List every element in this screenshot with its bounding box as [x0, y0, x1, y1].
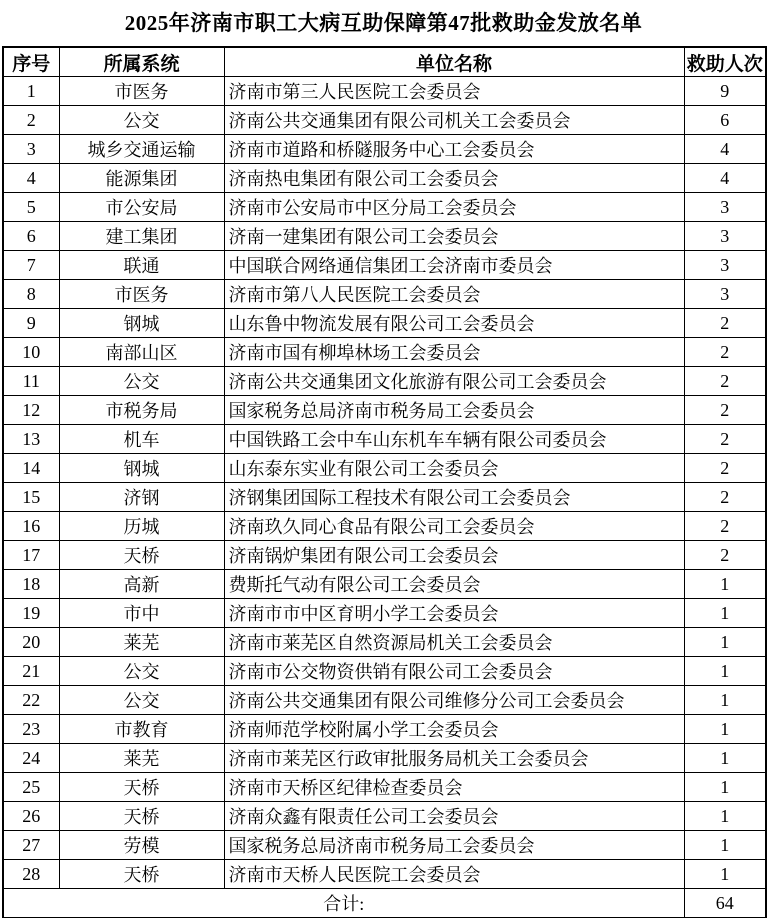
system-name: 市医务 — [59, 280, 224, 309]
unit-name: 济南市市中区育明小学工会委员会 — [224, 599, 684, 628]
row-index: 17 — [3, 541, 59, 570]
table-row — [3, 106, 766, 135]
aid-count: 2 — [684, 338, 766, 367]
table-row — [3, 77, 766, 106]
aid-count: 2 — [684, 541, 766, 570]
system-name: 市公安局 — [59, 193, 224, 222]
page-title: 2025年济南市职工大病互助保障第47批救助金发放名单 — [124, 11, 643, 35]
aid-count: 1 — [684, 773, 766, 802]
unit-name: 济南市道路和桥隧服务中心工会委员会 — [224, 135, 684, 164]
aid-count: 2 — [684, 512, 766, 541]
system-name: 城乡交通运输 — [59, 135, 224, 164]
total-label: 合计: — [3, 889, 684, 918]
aid-count: 1 — [684, 802, 766, 831]
aid-count: 2 — [684, 454, 766, 483]
table-row — [3, 483, 766, 512]
system-name: 劳模 — [59, 831, 224, 860]
aid-count: 2 — [684, 396, 766, 425]
aid-count: 1 — [684, 686, 766, 715]
table-row — [3, 338, 766, 367]
system-name: 天桥 — [59, 773, 224, 802]
unit-name: 济南一建集团有限公司工会委员会 — [224, 222, 684, 251]
aid-count: 3 — [684, 251, 766, 280]
unit-name: 费斯托气动有限公司工会委员会 — [224, 570, 684, 599]
total-value: 64 — [684, 889, 766, 918]
table-row — [3, 599, 766, 628]
row-index: 19 — [3, 599, 59, 628]
system-name: 南部山区 — [59, 338, 224, 367]
unit-name: 山东泰东实业有限公司工会委员会 — [224, 454, 684, 483]
system-name: 钢城 — [59, 309, 224, 338]
unit-name: 济南市天桥区纪律检查委员会 — [224, 773, 684, 802]
system-name: 市税务局 — [59, 396, 224, 425]
system-name: 建工集团 — [59, 222, 224, 251]
table-row — [3, 802, 766, 831]
system-name: 市中 — [59, 599, 224, 628]
aid-count: 6 — [684, 106, 766, 135]
row-index: 14 — [3, 454, 59, 483]
aid-count: 2 — [684, 367, 766, 396]
row-index: 26 — [3, 802, 59, 831]
system-name: 市医务 — [59, 77, 224, 106]
row-index: 13 — [3, 425, 59, 454]
row-index: 8 — [3, 280, 59, 309]
row-index: 18 — [3, 570, 59, 599]
aid-count: 2 — [684, 309, 766, 338]
row-index: 11 — [3, 367, 59, 396]
system-name: 机车 — [59, 425, 224, 454]
table-row — [3, 860, 766, 889]
unit-name: 济南玖久同心食品有限公司工会委员会 — [224, 512, 684, 541]
system-name: 天桥 — [59, 860, 224, 889]
unit-name: 济南公共交通集团有限公司机关工会委员会 — [224, 106, 684, 135]
row-index: 23 — [3, 715, 59, 744]
row-index: 15 — [3, 483, 59, 512]
system-name: 公交 — [59, 106, 224, 135]
unit-name: 济南市公交物资供销有限公司工会委员会 — [224, 657, 684, 686]
table-row — [3, 396, 766, 425]
aid-count: 2 — [684, 483, 766, 512]
table-row — [3, 164, 766, 193]
table-row — [3, 425, 766, 454]
unit-name: 国家税务总局济南市税务局工会委员会 — [224, 396, 684, 425]
row-index: 4 — [3, 164, 59, 193]
unit-name: 济南市公安局市中区分局工会委员会 — [224, 193, 684, 222]
row-index: 21 — [3, 657, 59, 686]
aid-count: 4 — [684, 164, 766, 193]
total-row — [3, 889, 766, 918]
row-index: 16 — [3, 512, 59, 541]
table-row — [3, 628, 766, 657]
table-row — [3, 367, 766, 396]
unit-name: 济南公共交通集团有限公司维修分公司工会委员会 — [224, 686, 684, 715]
unit-name: 济钢集团国际工程技术有限公司工会委员会 — [224, 483, 684, 512]
table-row — [3, 512, 766, 541]
aid-distribution-table — [2, 46, 767, 918]
aid-count: 2 — [684, 425, 766, 454]
row-index: 27 — [3, 831, 59, 860]
unit-name: 济南热电集团有限公司工会委员会 — [224, 164, 684, 193]
row-index: 10 — [3, 338, 59, 367]
row-index: 25 — [3, 773, 59, 802]
table-row — [3, 193, 766, 222]
table-row — [3, 454, 766, 483]
row-index: 9 — [3, 309, 59, 338]
unit-name: 济南市第三人民医院工会委员会 — [224, 77, 684, 106]
aid-count: 3 — [684, 280, 766, 309]
aid-count: 1 — [684, 831, 766, 860]
table-row — [3, 715, 766, 744]
unit-name: 济南市天桥人民医院工会委员会 — [224, 860, 684, 889]
unit-name: 济南市莱芜区自然资源局机关工会委员会 — [224, 628, 684, 657]
table-row — [3, 541, 766, 570]
aid-count: 1 — [684, 628, 766, 657]
table-row — [3, 773, 766, 802]
table-row — [3, 686, 766, 715]
table-row — [3, 251, 766, 280]
row-index: 22 — [3, 686, 59, 715]
table-row — [3, 222, 766, 251]
unit-name: 济南师范学校附属小学工会委员会 — [224, 715, 684, 744]
unit-name: 济南市莱芜区行政审批服务局机关工会委员会 — [224, 744, 684, 773]
system-name: 公交 — [59, 686, 224, 715]
aid-count: 1 — [684, 657, 766, 686]
row-index: 6 — [3, 222, 59, 251]
row-index: 5 — [3, 193, 59, 222]
aid-count: 1 — [684, 744, 766, 773]
table-row — [3, 831, 766, 860]
unit-name: 济南公共交通集团文化旅游有限公司工会委员会 — [224, 367, 684, 396]
unit-name: 济南市第八人民医院工会委员会 — [224, 280, 684, 309]
col-header-system: 所属系统 — [59, 47, 224, 77]
unit-name: 济南市国有柳埠林场工会委员会 — [224, 338, 684, 367]
aid-count: 3 — [684, 222, 766, 251]
col-header-aid-count: 救助人次 — [684, 47, 766, 77]
unit-name: 山东鲁中物流发展有限公司工会委员会 — [224, 309, 684, 338]
system-name: 能源集团 — [59, 164, 224, 193]
row-index: 24 — [3, 744, 59, 773]
row-index: 12 — [3, 396, 59, 425]
unit-name: 国家税务总局济南市税务局工会委员会 — [224, 831, 684, 860]
system-name: 济钢 — [59, 483, 224, 512]
row-index: 2 — [3, 106, 59, 135]
unit-name: 中国联合网络通信集团工会济南市委员会 — [224, 251, 684, 280]
aid-count: 1 — [684, 599, 766, 628]
system-name: 高新 — [59, 570, 224, 599]
system-name: 联通 — [59, 251, 224, 280]
row-index: 3 — [3, 135, 59, 164]
system-name: 钢城 — [59, 454, 224, 483]
table-row — [3, 280, 766, 309]
system-name: 公交 — [59, 367, 224, 396]
aid-count: 9 — [684, 77, 766, 106]
table-body — [3, 77, 766, 889]
aid-count: 4 — [684, 135, 766, 164]
aid-count: 1 — [684, 715, 766, 744]
system-name: 公交 — [59, 657, 224, 686]
aid-count: 1 — [684, 570, 766, 599]
table-row — [3, 657, 766, 686]
aid-count: 1 — [684, 860, 766, 889]
col-header-serial-number: 序号 — [3, 47, 59, 77]
table-row — [3, 135, 766, 164]
system-name: 市教育 — [59, 715, 224, 744]
table-row — [3, 309, 766, 338]
aid-count: 3 — [684, 193, 766, 222]
system-name: 莱芜 — [59, 744, 224, 773]
system-name: 莱芜 — [59, 628, 224, 657]
row-index: 7 — [3, 251, 59, 280]
row-index: 28 — [3, 860, 59, 889]
unit-name: 中国铁路工会中车山东机车车辆有限公司委员会 — [224, 425, 684, 454]
col-header-unit-name: 单位名称 — [224, 47, 684, 77]
system-name: 天桥 — [59, 802, 224, 831]
system-name: 天桥 — [59, 541, 224, 570]
table-row — [3, 744, 766, 773]
row-index: 20 — [3, 628, 59, 657]
system-name: 历城 — [59, 512, 224, 541]
unit-name: 济南众鑫有限责任公司工会委员会 — [224, 802, 684, 831]
row-index: 1 — [3, 77, 59, 106]
header-row — [3, 47, 766, 77]
unit-name: 济南锅炉集团有限公司工会委员会 — [224, 541, 684, 570]
table-row — [3, 570, 766, 599]
